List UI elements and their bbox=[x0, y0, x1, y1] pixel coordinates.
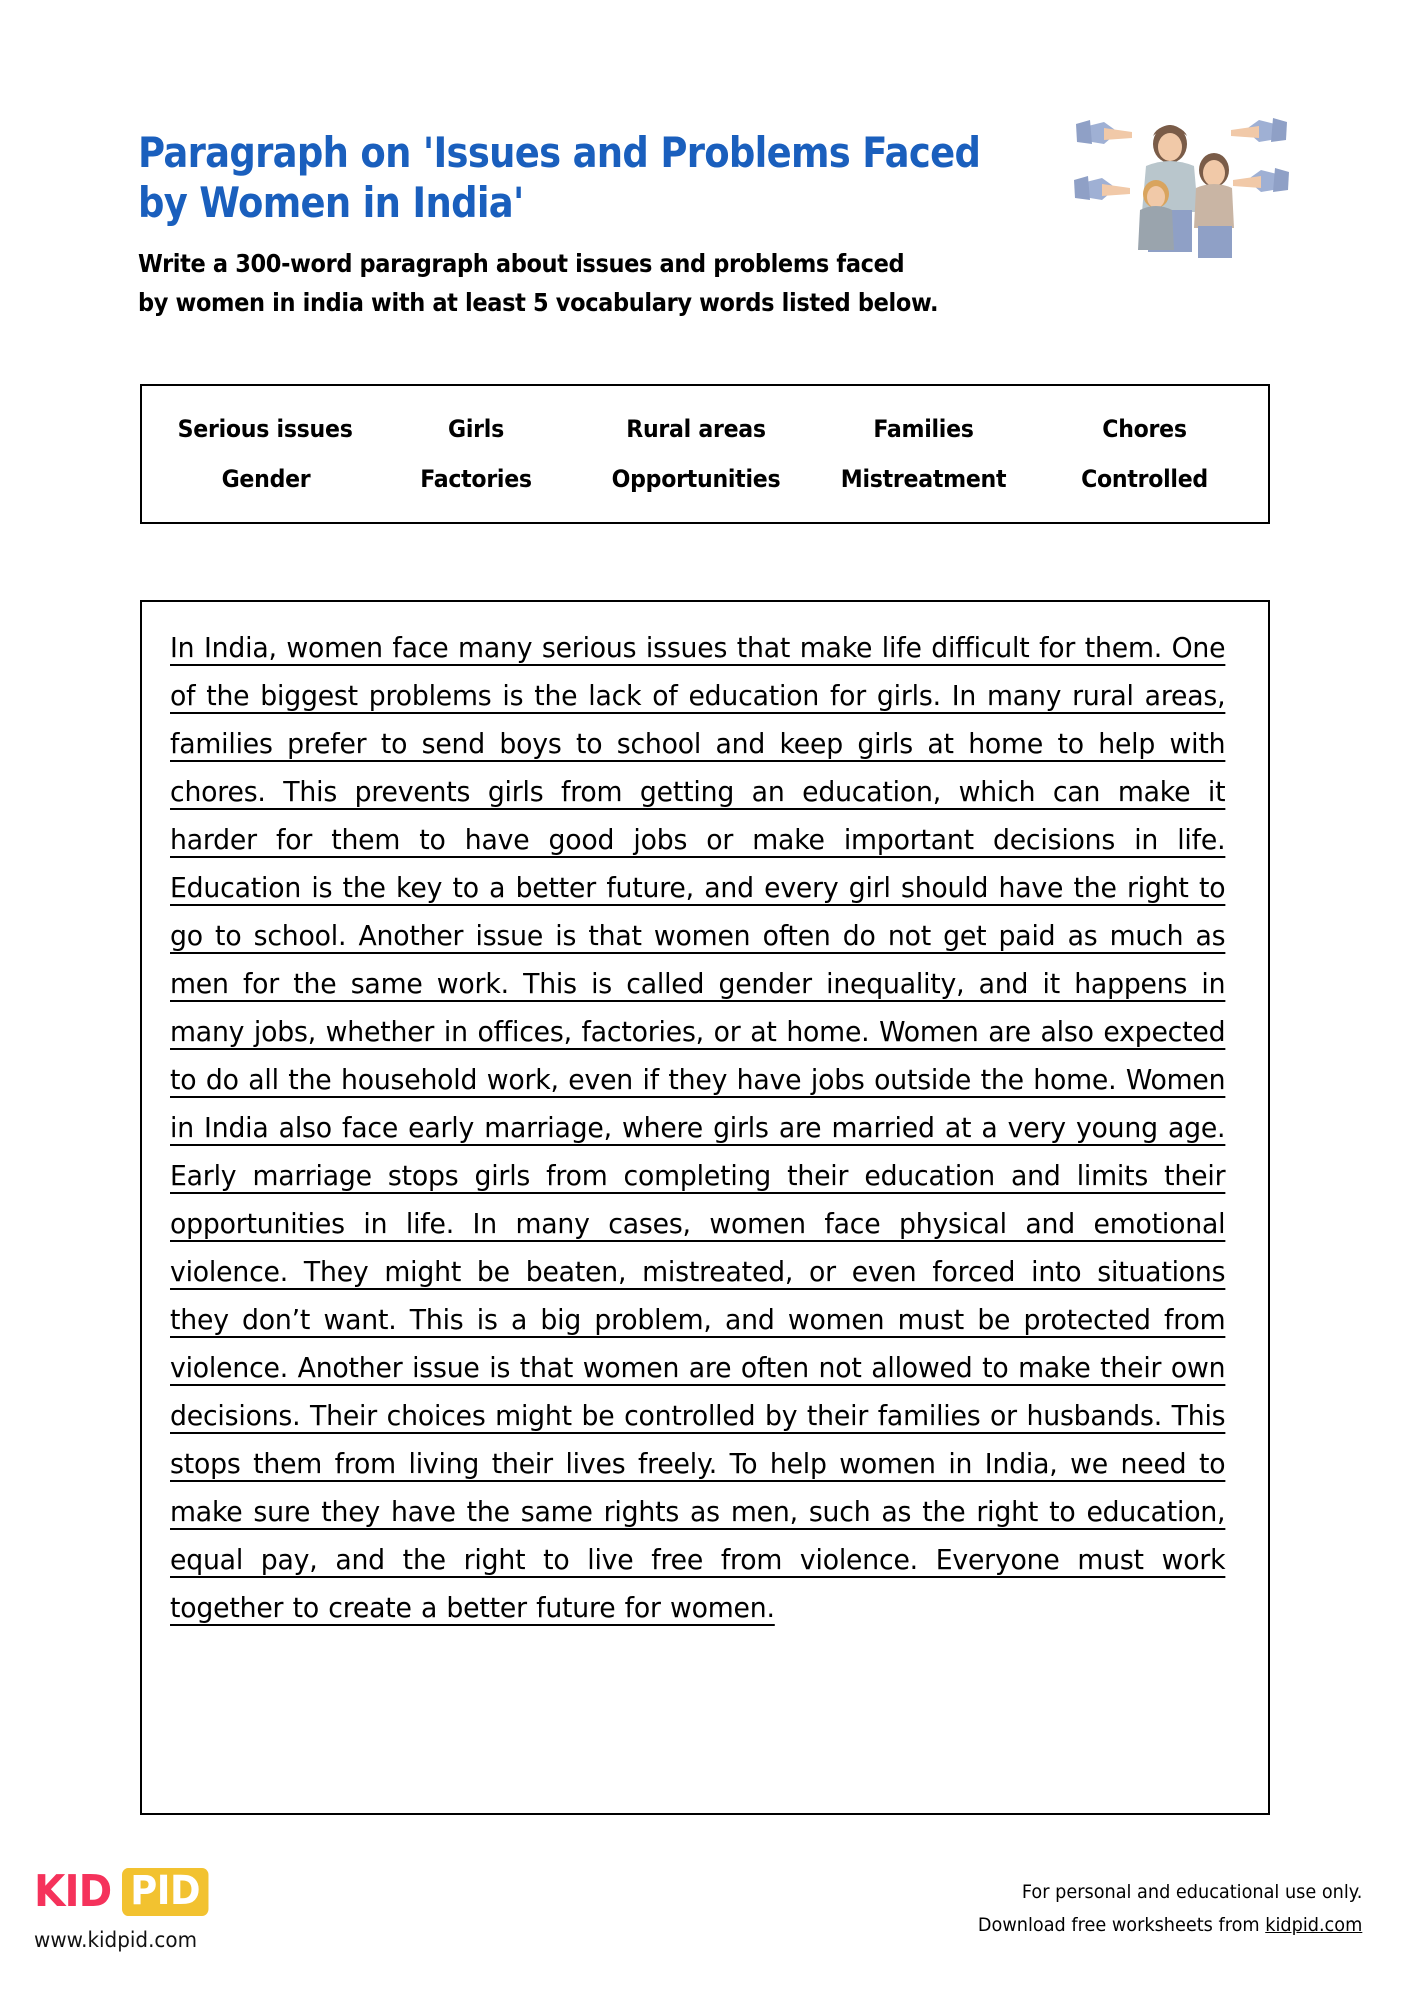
logo-kid-text: KID bbox=[34, 1866, 112, 1917]
footer-notice-line-2 bbox=[978, 1909, 1362, 1942]
vocabulary-word: Girls bbox=[448, 415, 504, 443]
logo-pid-text: PID bbox=[122, 1868, 208, 1916]
vocabulary-word: Rural areas bbox=[626, 415, 766, 443]
vocabulary-word: Opportunities bbox=[611, 465, 781, 493]
vocabulary-box bbox=[140, 384, 1270, 524]
vocabulary-word: Controlled bbox=[1081, 465, 1208, 493]
page-title-line-1: Paragraph on 'Issues and Problems Faced bbox=[138, 128, 981, 177]
footer-logo bbox=[34, 1865, 364, 1952]
vocabulary-word: Serious issues bbox=[177, 415, 353, 443]
page-title bbox=[138, 128, 1062, 229]
logo-website-url: www.kidpid.com bbox=[34, 1928, 198, 1952]
vocabulary-word: Chores bbox=[1102, 415, 1187, 443]
worksheet-header bbox=[138, 128, 1138, 322]
footer-notice-prefix: Download free worksheets from bbox=[977, 1913, 1265, 1936]
vocabulary-word: Gender bbox=[221, 465, 311, 493]
answer-box[interactable] bbox=[140, 600, 1270, 1815]
vocabulary-row bbox=[156, 454, 1258, 504]
footer-notice bbox=[978, 1876, 1362, 1943]
footer-notice-line-1: For personal and educational use only. bbox=[1021, 1880, 1362, 1903]
vocabulary-word: Factories bbox=[420, 465, 532, 493]
women-and-pointing-hands-icon bbox=[1074, 110, 1289, 270]
vocabulary-word: Mistreatment bbox=[840, 465, 1007, 493]
page-title-line-2: by Women in India' bbox=[138, 178, 524, 228]
kidpid-logo[interactable] bbox=[34, 1865, 364, 1919]
vocabulary-word: Families bbox=[873, 415, 974, 443]
kidpid-link[interactable]: kidpid.com bbox=[1264, 1913, 1362, 1936]
instruction-line-1: Write a 300-word paragraph about issues and problems faced bbox=[138, 248, 905, 278]
vocabulary-row bbox=[156, 404, 1258, 454]
instruction-line-2: by women in india with at least 5 vocabulary words listed below. bbox=[138, 287, 939, 317]
header-illustration bbox=[1074, 110, 1289, 270]
answer-paragraph[interactable]: In India, women face many serious issues that make life difficult for them. One of the biggest problems is the lack of education for girls. In many rural areas, families prefer to send boys to school and keep girls at home to help with chores. This prevents girls from getting an education, which can make it harder for them to have good jobs or make important decisions in life. Education is the key to a better future, and every girl should have the right to go to school. Another issue is that women often do not get paid as much as men for the same work. This is called gender inequality, and it happens in many jobs, whether in offices, factories, or at home. Women are also expected to do all the household work, even if they have jobs outside the home. Women in India also face early marriage, where girls are married at a very young age. Early marriage stops girls from completing their education and limits their opportunities in life. In many cases, women face physical and emotional violence. They might be beaten, mistreated, or even forced into situations they don’t want. This is a big problem, and women must be protected from violence. Another issue is that women are often not allowed to make their own decisions. Their choices might be controlled by their families or husbands. This stops them from living their lives freely. To help women in India, we need to make sure they have the same rights as men, such as the right to education, equal pay, and the right to live free from violence. Everyone must work together to create a better future for women. bbox=[170, 632, 1226, 1624]
instruction-text bbox=[138, 245, 1047, 323]
